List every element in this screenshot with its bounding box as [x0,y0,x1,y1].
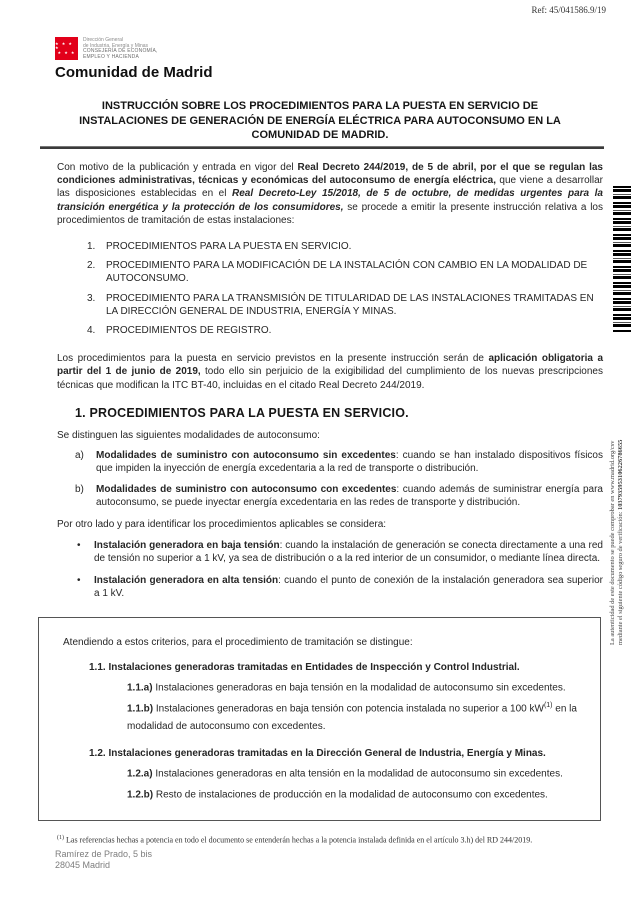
bullet-text [94,539,603,565]
title-rule [40,146,604,149]
list-item-number: 4. [87,325,96,337]
box-sub-text: Instalaciones generadoras en baja tensión en la modalidad de autoconsumo sin excedentes. [152,682,566,694]
barcode-icon [613,186,631,332]
reference-number: Ref: 45/041586.9/19 [531,5,606,15]
modality-item [57,449,603,475]
box-sub-item [127,676,582,697]
list-item-number: 2. [87,260,96,272]
modality-text [96,449,603,475]
bullet-icon: • [77,540,81,552]
intro-segment: que viene a desarrollar las disposiciones establecidas en el [57,175,603,200]
box-sub-text: Instalaciones generadoras en alta tensión en la modalidad de autoconsumo sin excedentes. [152,768,563,780]
list-item-text: PROCEDIMIENTOS DE REGISTRO. [106,325,272,337]
box-sub-item [127,783,582,804]
verification-text [609,335,637,645]
box-sub-item [127,762,582,783]
modality-rest: : cuando además de suministrar energía para autoconsumo, se puede inyectar energía excedentaria en las redes de transporte y distribución. [96,483,603,508]
document-title: INSTRUCCIÓN SOBRE LOS PROCEDIMIENTOS PARA LA PUESTA EN SERVICIO DE INSTALACIONES DE GENERACIÓN DE ENERGÍA ELÉCTRICA PARA AUTOCONSUMO EN LA COMUNIDAD DE MADRID. [79,100,561,141]
modality-lead: Modalidades de suministro con autoconsumo con excedentes [96,483,397,495]
list-item-text: PROCEDIMIENTO PARA LA TRANSMISIÓN DE TITULARIDAD DE LAS INSTALACIONES TRAMITADAS EN LA DIRECCIÓN GENERAL DE INDUSTRIA, ENERGÍA Y MINAS. [106,292,594,317]
list-item-text: PROCEDIMIENTOS PARA LA PUESTA EN SERVICIO. [106,241,352,253]
verification-line-prefix: mediante el siguiente código seguro de verificación: [617,509,625,645]
org-line: de Industria, Energía y Minas [83,42,149,49]
org-line: EMPLEO Y HACIENDA [83,53,140,60]
obligation-segment: todo ello sin perjuicio de la exigibilidad del cumplimiento de los nuevas prescripciones técnicas que modifican la ITC BT-40, incluidas en el citado Real Decreto 244/2019. [57,366,603,391]
list-item [87,240,603,253]
box-sub-item [127,697,582,735]
address-line: 28045 Madrid [55,860,111,870]
verification-sidebar [609,335,637,645]
box-sub-marker: 1.2.b) [127,789,154,801]
verification-line [617,335,625,645]
box-sub-marker: 1.1.a) [127,682,153,694]
org-line: CONSEJERÍA DE ECONOMÍA, [83,48,158,55]
bullet-lead: Instalación generadora en alta tensión [94,574,279,586]
criteria-box [38,617,601,821]
brand-name: Comunidad de Madrid [55,64,213,82]
bullet-rest: : cuando la instalación de generación se conecta directamente a una red de tensión no superior a 1 kV, ya sea de distribución o a la red interior de un consumidor, o mediante línea directa. [94,540,603,565]
intro-segment: Con motivo de la publicación y entrada en vigor del [57,162,298,173]
modalities-intro: Se distinguen las siguientes modalidades de autoconsumo: [57,430,320,442]
document-body [57,161,603,846]
bullet-item [57,539,603,565]
footer-address [55,849,152,871]
verification-line: La autenticidad de este documento se puede comprobar en www.madrid.org/csv [609,440,616,645]
intro-segment-bold-italic: Real Decreto-Ley 15/2018, de 5 de octubre, de medidas urgentes para la transición energética y la protección de los consumidores, [57,188,603,213]
modality-marker: b) [75,483,84,495]
list-item [87,324,603,337]
bullet-lead: Instalación generadora en baja tensión [94,540,280,552]
box-sub-text: Resto de instalaciones de producción en la modalidad de autoconsumo con excedentes. [153,789,548,801]
obligation-segment-bold: aplicación obligatoria a partir del 1 de junio de 2019, [57,353,604,378]
org-unit-lines [83,37,158,60]
box-sub-sup: (1) [543,702,553,710]
bullet-rest: : cuando el punto de conexión de la instalación generadora sea superior a 1 kV. [94,574,603,599]
obligation-paragraph [57,352,603,392]
list-item-number: 3. [87,292,96,304]
org-line: Dirección General [83,37,124,43]
bullet-text [94,574,603,600]
box-sub-text: en la modalidad de autoconsumo con excedentes. [127,703,577,732]
modality-marker: a) [75,450,84,462]
box-sub-marker: 1.2.a) [127,768,153,780]
intro-segment: se procede a emitir la presente instrucción relativa a los procedimientos de tramitación de estas instalaciones: [57,201,603,226]
intro-paragraph [57,161,603,227]
box-sub-text: Instalaciones generadoras en baja tensión con potencia instalada no superior a 100 kW [153,703,544,715]
numbered-list [87,240,603,337]
verification-code: 1037935953106226786655 [617,439,625,510]
footnote-marker: (1) [57,835,64,842]
footnote-text: Las referencias hechas a potencia en todo el documento se entenderán hechas a la potencia instalada definida en el artículo 3.h) del RD 244/2019. [64,835,533,845]
list-item [87,259,603,285]
section-heading: 1. PROCEDIMIENTOS PARA LA PUESTA EN SERVICIO. [75,405,409,420]
bullet-item [57,574,603,600]
flag-stars-row: ★ ★ ★ [57,50,76,55]
bullet-icon: • [77,574,81,586]
footnote [57,833,603,846]
modality-text [96,483,603,509]
obligation-segment: Los procedimientos para la puesta en servicio previstos en la presente instrucción serán de [57,353,489,365]
box-intro: Atendiendo a estos criterios, para el procedimiento de tramitación se distingue: [63,637,413,649]
procedures-intro: Por otro lado y para identificar los procedimientos aplicables se considera: [57,519,387,531]
list-item-number: 1. [87,241,96,253]
intro-segment-bold: Real Decreto 244/2019, de 5 de abril, por el que se regulan las condiciones administrativas, técnicas y económicas del autoconsumo de energía eléctrica, [57,162,603,187]
flag-stars-row: ★ ★ ★ ★ [55,41,73,50]
address-line: Ramírez de Prado, 5 bis [55,849,153,859]
modality-item [57,483,603,509]
list-item-text: PROCEDIMIENTO PARA LA MODIFICACIÓN DE LA INSTALACIÓN CON CAMBIO EN LA MODALIDAD DE AUTOCONSUMO. [106,260,588,285]
box-sub-marker: 1.1.b) [127,703,154,715]
modality-lead: Modalidades de suministro con autoconsumo sin excedentes [96,450,396,462]
modality-rest: : cuando se han instalado dispositivos físicos que impiden la inyección de energía excedentaria a la red de transporte o distribución. [96,450,603,475]
box-group-title: 1.1. Instalaciones generadoras tramitadas en Entidades de Inspección y Control Industrial. [89,662,520,674]
madrid-flag-icon [55,37,78,60]
list-item [87,292,603,318]
box-group-title: 1.2. Instalaciones generadoras tramitadas en la Dirección General de Industria, Energía y Minas. [89,748,546,760]
letterhead [55,37,213,81]
